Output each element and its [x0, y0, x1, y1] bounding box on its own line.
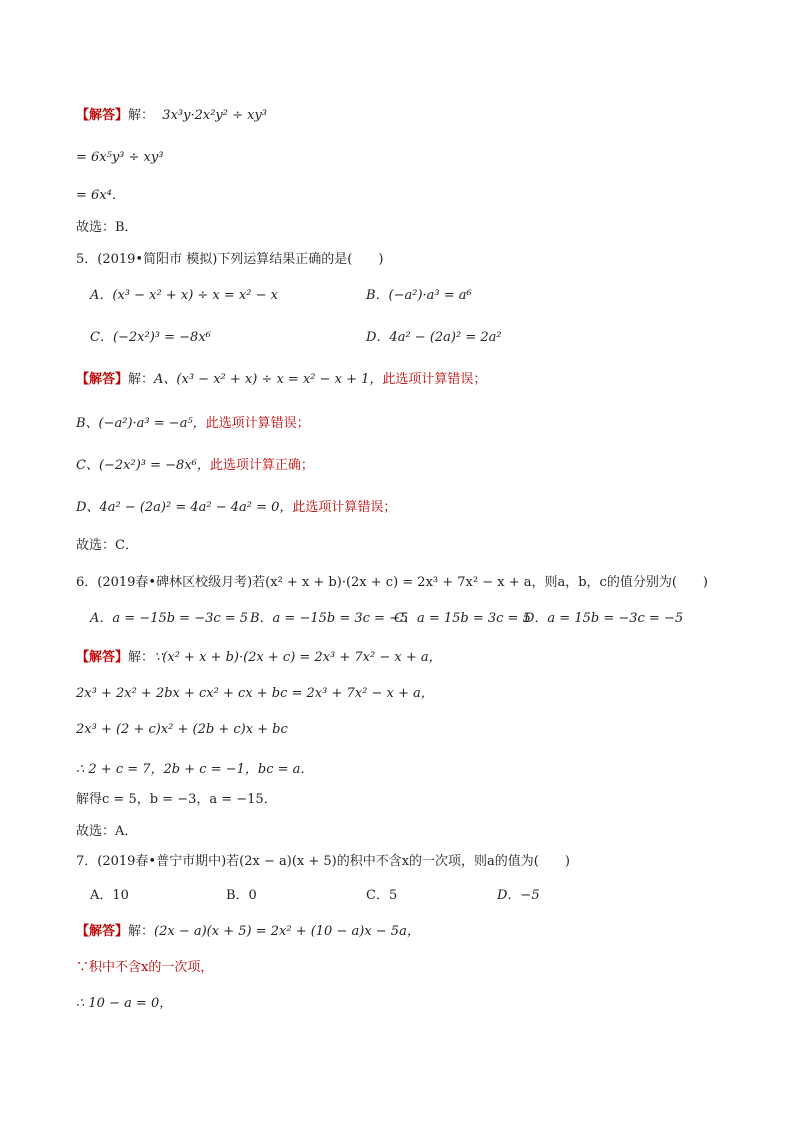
solution-5-line-3: C、(−2x²)³ = −8x⁶，此选项计算正确；	[76, 458, 314, 473]
question-5-stem: 5．(2019•简阳市 模拟)下列运算结果正确的是( )	[76, 252, 384, 267]
question-7-stem: 7．(2019春•普宁市期中)若(2x − a)(x + 5)的积中不含x的一次项，则a的值为( )	[76, 854, 570, 869]
solution-tag: 【解答】	[76, 372, 129, 387]
solution-6-answer: 故选：A．	[76, 824, 138, 839]
question-5-option-d: D．4a² − (2a)² = 2a²	[366, 330, 502, 345]
solution-4-line-3: = 6x⁴．	[76, 188, 125, 203]
solution-5-answer: 故选：C．	[76, 538, 138, 553]
question-6-option-d: D．a = 15b = −3c = −5	[524, 611, 684, 626]
solution-7-line-1: 【解答】解：(2x − a)(x + 5) = 2x² + (10 − a)x − 5a，	[76, 924, 420, 939]
solution-5-line-2: B、(−a²)·a³ = −a⁵，此选项计算错误；	[76, 416, 310, 431]
question-6-option-a: A．a = −15b = −3c = 5	[90, 611, 249, 626]
solution-4-line-1: 【解答】解： 3x³y·2x²y² ÷ xy³	[76, 108, 268, 123]
solution-tag: 【解答】	[76, 650, 129, 665]
question-5-option-a: A．(x³ − x² + x) ÷ x = x² − x	[90, 288, 278, 303]
solution-6-line-5: 解得c = 5，b = −3，a = −15．	[76, 792, 277, 807]
solution-5-line-1: 【解答】解：A、(x³ − x² + x) ÷ x = x² − x + 1，此选项计算错误；	[76, 372, 487, 387]
solution-6-line-4: ∴ 2 + c = 7，2b + c = −1，bc = a．	[76, 762, 314, 777]
question-6-option-c: C．a = 15b = 3c = 5	[394, 611, 531, 626]
question-5-option-c: C．(−2x²)³ = −8x⁶	[90, 330, 211, 345]
solution-4-answer: 故选：B．	[76, 220, 138, 235]
solution-tag: 【解答】	[76, 108, 129, 123]
question-7-option-d: D．−5	[497, 888, 540, 903]
solution-4-line-2: = 6x⁵y³ ÷ xy³	[76, 150, 164, 165]
question-6-option-b: B．a = −15b = 3c = −5	[250, 611, 409, 626]
solution-tag: 【解答】	[76, 924, 129, 939]
solution-6-line-2: 2x³ + 2x² + 2bx + cx² + cx + bc = 2x³ + 7x² − x + a，	[76, 686, 434, 701]
question-5-option-b: B．(−a²)·a³ = a⁶	[366, 288, 472, 303]
question-7-option-a: A．10	[90, 888, 129, 903]
solution-7-line-2: ∵积中不含x的一次项，	[76, 960, 214, 975]
question-6-stem: 6．(2019春•碑林区校级月考)若(x² + x + b)·(2x + c) = 2x³ + 7x² − x + a，则a，b，c的值分别为( )	[76, 575, 708, 590]
solution-7-line-3: ∴ 10 − a = 0，	[76, 996, 173, 1011]
question-7-option-b: B．0	[226, 888, 257, 903]
solution-5-line-4: D、4a² − (2a)² = 4a² − 4a² = 0，此选项计算错误；	[76, 500, 397, 515]
solution-6-line-1: 【解答】解：∵(x² + x + b)·(2x + c) = 2x³ + 7x² − x + a，	[76, 650, 442, 665]
question-7-option-c: C．5	[366, 888, 398, 903]
solution-6-line-3: 2x³ + (2 + c)x² + (2b + c)x + bc	[76, 722, 288, 737]
